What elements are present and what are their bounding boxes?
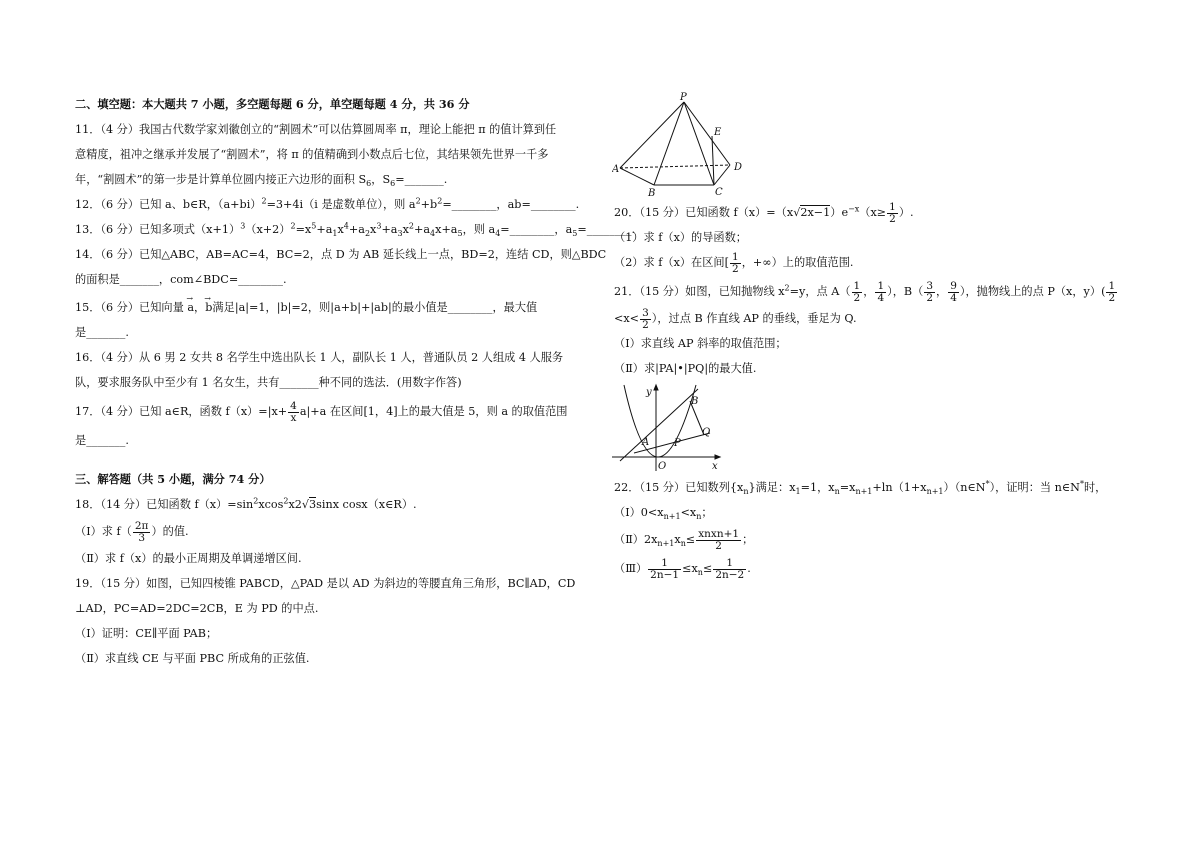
sub-4: 4: [430, 229, 436, 239]
q13-x: x: [337, 223, 344, 236]
frac-num: 1: [853, 279, 861, 292]
sub-n1: n+1: [926, 487, 944, 497]
sub-2: 2: [364, 229, 371, 239]
vector-b: → b: [205, 295, 212, 320]
q21-line1: [614, 279, 1134, 304]
q21-text-b: =y，点 A（: [789, 285, 851, 298]
sub-5b: 5: [572, 229, 578, 239]
q19-text-a: 19．（15 分）如图，已知四棱锥 P: [75, 577, 246, 590]
label-P: P: [674, 438, 681, 449]
exp-2: 2: [290, 221, 296, 231]
q20: 20．（15 分）已知函数 $f(x)=(x√2x-1)e^{-x}(x\ge$ $\frac{1}{2}$ ）.: [614, 200, 914, 225]
frac-1-2n-2: [713, 558, 746, 581]
q22-text-g: ），证明：当 n∈N: [989, 481, 1080, 494]
sub-n1: n+1: [855, 487, 873, 497]
frac-num: 1: [1108, 279, 1116, 292]
q17: [75, 399, 591, 424]
vector-a: → a: [187, 295, 194, 320]
q16-line1: 16．（4 分）从 6 男 2 女共 8 名学生中选出队长 1 人，副队长 1 人，普通队员 2 人组成 4 人服务: [75, 351, 564, 364]
frac-den: 2: [889, 212, 896, 225]
sub-3: 3: [397, 229, 403, 239]
frac-1-2n-1: [648, 558, 681, 581]
parabola-figure: [612, 383, 727, 473]
sub-n: n: [743, 487, 749, 497]
q21-text-g: ），过点 B 作直线 AP 的垂线，垂足为 Q.: [651, 312, 857, 325]
sub-n: n: [697, 568, 703, 578]
q22-text-c: =1，x: [800, 481, 835, 494]
q13-plus-a3: +a: [381, 223, 398, 236]
q15-text-c: =1，: [249, 301, 277, 314]
frac-3-2: [640, 308, 651, 331]
abs-close: a|: [299, 405, 311, 418]
q12-text-c: +b: [420, 198, 438, 211]
q22-part3-c: ≤: [702, 562, 713, 575]
frac-den: 2: [642, 318, 649, 331]
label-P: P: [680, 92, 687, 103]
frac-1-2: [730, 252, 741, 275]
q22-text-d: =x: [839, 481, 856, 494]
q18-text-e: 2: [294, 498, 302, 511]
exp-3: 3: [240, 221, 246, 231]
q11-line1: 11．（4 分）我国古代数学家刘徽创立的“割圆术”可以估算圆周率 π，理论上能把 π 的值计算到任: [75, 123, 557, 136]
q13-text-c: =x: [295, 223, 312, 236]
q20-text-d: ）.: [898, 206, 914, 219]
q14-line1: 14．（6 分）已知△ABC，AB=AC=4，BC=2，点 D 为 AB 延长线上一点，BD=2，连结 CD，则△BDC: [75, 248, 607, 261]
sub-5: 5: [457, 229, 463, 239]
frac-den: 4: [950, 291, 957, 304]
q19-part1: （Ⅰ）证明：CE∥平面 PAB；: [75, 627, 218, 640]
section3-title: 三、解答题（共 5 小题，满分 74 分）: [75, 472, 271, 486]
exp-2c: 2: [437, 196, 443, 206]
q14-line2: 的面积是_______，com∠BDC=________.: [75, 273, 287, 286]
frac-num: 1: [889, 200, 896, 213]
frac-num: 1: [648, 558, 681, 570]
q19-part2: （Ⅱ）求直线 CE 与平面 PBC 所成角的正弦值.: [75, 652, 310, 665]
exp-2b: 2: [415, 196, 421, 206]
frac-num: 2π: [134, 519, 149, 532]
q20-part1: （1）求 f（x）的导函数；: [614, 231, 747, 244]
q17-text-a: 17．（4 分）已知 a∈R，函数 f（x）=: [75, 405, 268, 418]
q22-part3: [614, 556, 1134, 581]
sub-n1: n+1: [657, 539, 675, 549]
q22-part3-a: （Ⅲ）: [614, 562, 648, 575]
label-E: E: [714, 127, 722, 138]
q21-text-a: 21．（15 分）如图，已知抛物线 x: [614, 285, 785, 298]
q22-text-h: 时，: [1083, 481, 1107, 494]
exp-star: *: [985, 479, 990, 489]
q22-text-a: 22．（15 分）已知数列{x: [614, 481, 744, 494]
q15-text-d: =2，则: [291, 301, 331, 314]
sub-n1: n+1: [663, 512, 681, 522]
q11-line3-text: 年，“割圆术”的第一步是计算单位圆内接正六边形的面积 S: [75, 173, 367, 186]
q11-line2: 意精度，祖冲之继承并发展了“割圆术”，将 π 的值精确到小数点后七位，其结果领先世界一千多: [75, 148, 549, 161]
q15-text-b: 满足: [212, 301, 235, 314]
q22-part1-b: <x: [680, 506, 697, 519]
exp-2d: 2: [408, 221, 414, 231]
exp-2: 2: [784, 283, 790, 293]
q20-part2-b: ，+∞）上的取值范围.: [741, 256, 854, 269]
q18-part1: [75, 519, 591, 544]
q17-line2[interactable]: 是_______.: [75, 434, 129, 447]
q13-plus-a4: +a: [413, 223, 431, 236]
q18-text-b: x: [258, 498, 265, 511]
q15-line2[interactable]: 是_______.: [75, 326, 129, 339]
q21-text-d: ），B（: [887, 285, 924, 298]
frac-den: 2: [715, 539, 722, 552]
frac-num: 4: [290, 399, 297, 412]
q21-text-e: ），抛物线上的点 P（x，y）(: [959, 285, 1106, 298]
q22-part2-c: ≤: [685, 533, 696, 546]
frac-1-2: [1106, 281, 1117, 304]
q22: [614, 475, 1134, 500]
q13-text-a: 13．（6 分）已知多项式（x+1）: [75, 223, 241, 236]
q12-text-a: 12．（6 分）已知 a、b∈R，（a+bi）: [75, 198, 262, 211]
abs-b: |b|: [276, 301, 292, 314]
q22-part2-d: ；: [742, 533, 754, 546]
sub-n: n: [696, 512, 702, 522]
q20-text-c: （x≥: [859, 206, 887, 219]
sub-n: n: [680, 539, 686, 549]
sub-4b: 4: [495, 229, 501, 239]
q22-part2: [614, 527, 1134, 552]
frac-num: xnxn+1: [698, 527, 740, 540]
frac-3-2: [924, 281, 935, 304]
q15: 15．（6 分）已知向量 → a，→ b满足|a|=1，|b|=2，则|a+b|+|ab|的最小值是________，最大值: [75, 295, 591, 320]
q18-text-c: cos: [264, 498, 284, 511]
exp-2b: 2: [283, 496, 289, 506]
q22-part2-a: （Ⅱ）2x: [614, 533, 658, 546]
q21-part1: （Ⅰ）求直线 AP 斜率的取值范围；: [614, 337, 787, 350]
exp-4: 4: [343, 221, 349, 231]
frac-den: 4: [877, 291, 885, 304]
label-Q: Q: [702, 427, 711, 438]
sub-n: n: [834, 487, 840, 497]
q20-part2: [614, 250, 1134, 275]
exp-5: 5: [311, 221, 317, 231]
right-column: [614, 200, 1134, 581]
q13: [75, 217, 636, 242]
q20-part2-a: （2）求 f（x）在区间[: [614, 256, 729, 269]
label-O: O: [658, 461, 667, 472]
label-A: A: [612, 164, 620, 175]
frac-den: 2: [926, 291, 933, 304]
q22-part3-d: .: [747, 562, 751, 575]
q13-blank-a4[interactable]: =________，a: [500, 223, 573, 236]
q13-then: ，则 a: [462, 223, 496, 236]
q19-line2: ⊥AD，PC=AD=2DC=2CB，E 为 PD 的中点.: [75, 602, 319, 615]
q12-text-b: =3+4i（i 是虚数单位），则 a: [266, 198, 416, 211]
frac-2pi-3: [133, 521, 151, 544]
label-D: D: [734, 162, 743, 173]
q21-text-f: <x<: [614, 312, 640, 325]
pyramid-figure: [612, 92, 762, 197]
q13-x2: x: [370, 223, 377, 236]
q13-plus-a: +a: [316, 223, 333, 236]
exp-neg-x: −x: [848, 204, 860, 214]
q15-text-a: 15．（6 分）已知向量: [75, 301, 184, 314]
label-x: x: [712, 461, 718, 472]
sub-6b: 6: [390, 179, 396, 189]
label-B: B: [648, 188, 656, 197]
sub-6: 6: [366, 179, 372, 189]
frac-xnxn1-2: [696, 529, 741, 552]
sub-1: 1: [332, 229, 338, 239]
frac-den: x: [290, 411, 297, 424]
q12: [75, 192, 591, 217]
frac-den: 2: [853, 291, 861, 304]
frac-9-4: [948, 281, 959, 304]
abs-a: |a|: [234, 301, 250, 314]
q13-x4: x: [435, 223, 442, 236]
q11-blank[interactable]: =_______.: [395, 173, 448, 186]
frac-den: 2: [1108, 291, 1116, 304]
abs-diff-tail: b|: [380, 301, 392, 314]
q21-comma2: ，: [936, 285, 948, 298]
q13-x3: x: [402, 223, 409, 236]
q18-text-f: sinx cosx（x∈R）.: [316, 498, 417, 511]
frac-1-2: [887, 202, 898, 225]
q13-text-b: （x+2）: [245, 223, 291, 236]
q11-line3: [75, 167, 591, 192]
label-C: C: [715, 187, 723, 197]
q22-part1: [614, 500, 1134, 525]
sqrt-2x-1: 2x−1: [800, 206, 831, 219]
section2-title: 二、填空题：本大题共 7 小题，多空题每题 6 分，单空题每题 4 分，共 36 分: [75, 97, 470, 111]
frac-den: 2: [732, 262, 739, 275]
frac-den: 2n−2: [715, 568, 745, 581]
abs-open: |x+: [267, 405, 288, 418]
q18-part1-b: ）的值.: [151, 525, 189, 538]
label-A: A: [642, 437, 650, 448]
q20-text-b: ）e: [830, 206, 849, 219]
q18-text-a: 18．（14 分）已知函数 f（x）=sin: [75, 498, 254, 511]
frac-num: 1: [713, 558, 746, 570]
label-B: B: [691, 396, 699, 407]
q22-text-e: +ln（1+x: [872, 481, 927, 494]
frac-num: 9: [950, 279, 957, 292]
frac-den: 3: [138, 531, 146, 544]
q17-text-b: +a 在区间[1，4]上的最大值是 5，则 a 的取值范围: [310, 405, 568, 418]
q11-tail: ，S: [371, 173, 391, 186]
q22-part3-b: ≤x: [682, 562, 698, 575]
q21-line2: [614, 306, 1134, 331]
exp-star: *: [1079, 479, 1084, 489]
frac-num: 3: [926, 279, 933, 292]
sub-1: 1: [795, 487, 801, 497]
q19-text-b: ABCD，△PAD 是以 AD 为斜边的等腰直角三角形，BC∥AD，CD: [245, 577, 576, 590]
frac-1-2: [852, 281, 863, 304]
q22-part2-b: x: [674, 533, 681, 546]
label-y: y: [646, 387, 652, 398]
q18-part2: （Ⅱ）求 f（x）的最小正周期及单调递增区间.: [75, 552, 302, 565]
q18-part1-a: （Ⅰ）求 f（: [75, 525, 132, 538]
frac-den: 2n−1: [650, 568, 680, 581]
frac-1-4: [875, 281, 886, 304]
q13-plus-a2: +a: [348, 223, 365, 236]
q22-text-f: ）（n∈N: [943, 481, 986, 494]
frac-num: 3: [642, 306, 649, 319]
q16-line2: 队，要求服务队中至少有 1 名女生，共有_______种不同的选法．(用数字作答): [75, 376, 462, 389]
frac-num: 1: [732, 250, 739, 263]
q13-plus-a5: +a: [441, 223, 458, 236]
abs-sum: |a+b|+|a: [330, 301, 381, 314]
q22-part1-c: ；: [701, 506, 713, 519]
q12-text-d[interactable]: =________，ab=________.: [442, 198, 580, 211]
q19-line1: [75, 571, 591, 596]
frac-4-x: [288, 401, 299, 424]
frac-num: 1: [877, 279, 885, 292]
q22-text-b: }满足：x: [748, 481, 796, 494]
exp-2: 2: [261, 196, 267, 206]
q21-comma: ，: [863, 285, 875, 298]
q20-text-a: 20．（15 分）已知函数 f（x）=（x: [614, 206, 794, 219]
sqrt-3: 3: [309, 498, 317, 511]
q18: 18．（14 分）已知函数 $f(x)=\sin^2xcos^2x2√3\sin x$ cosx（x∈R）.: [75, 496, 417, 511]
q21-part2: （Ⅱ）求|PA|•|PQ|的最大值.: [614, 362, 757, 375]
q22-part1-a: （Ⅰ）0<x: [614, 506, 664, 519]
q18-text-d: x: [288, 498, 295, 511]
q15-text-e[interactable]: 的最小值是________，最大值: [391, 301, 538, 314]
q13-blank-a5[interactable]: =________.: [577, 223, 636, 236]
exp-3b: 3: [376, 221, 382, 231]
exp-2: 2: [253, 496, 259, 506]
